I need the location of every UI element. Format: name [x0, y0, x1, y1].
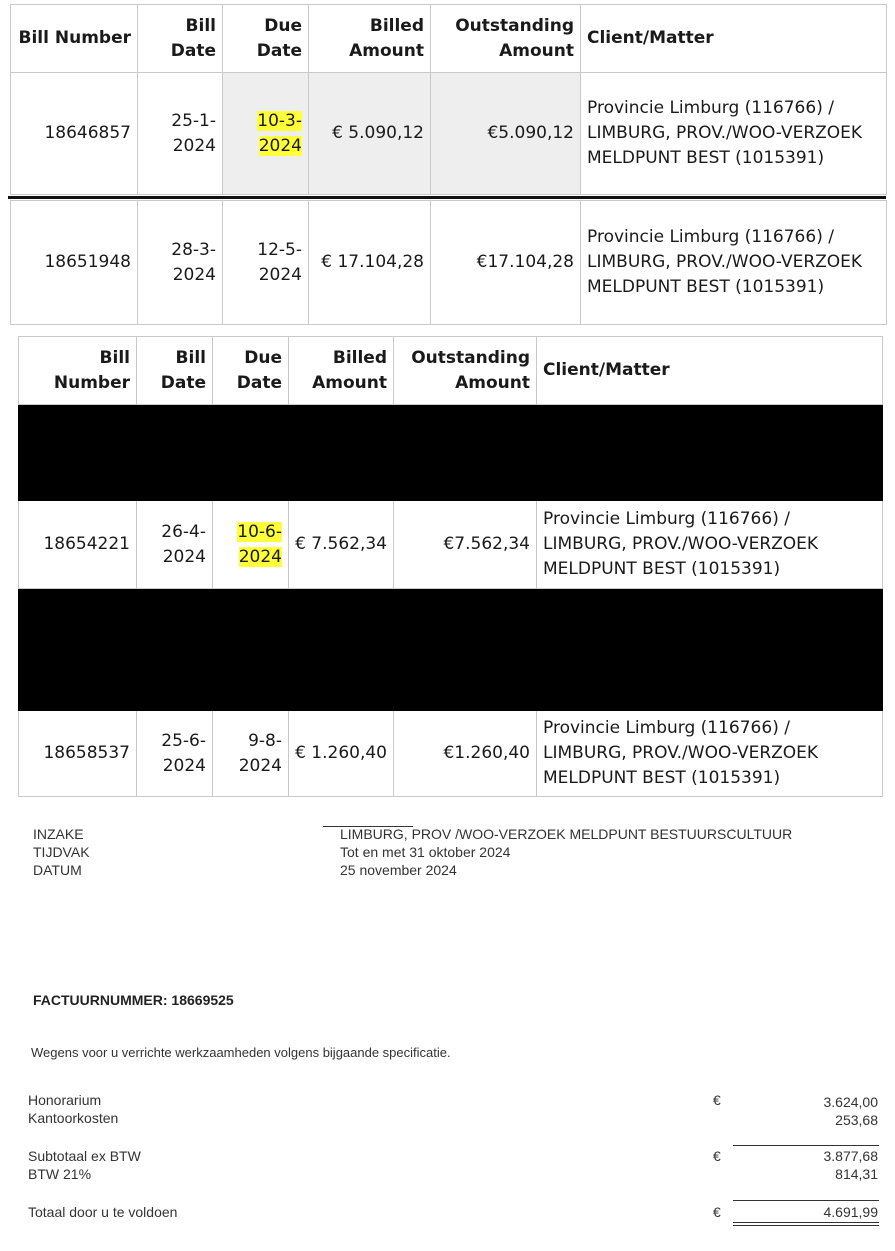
intro-text: Wegens voor u verrichte werkzaamheden volgens bijgaande specificatie.	[31, 1045, 451, 1060]
divider	[8, 196, 886, 199]
datum-label: DATUM	[33, 862, 82, 878]
header-billed-amount: Billed Amount	[309, 5, 431, 73]
btw-value: 814,31	[835, 1166, 878, 1182]
due-date-cell	[223, 73, 309, 195]
outstanding-amount: €5.090,12	[431, 73, 581, 195]
kantoorkosten-label: Kantoorkosten	[28, 1110, 119, 1126]
due-date: 9-8-2024	[213, 711, 289, 797]
redaction-block	[19, 405, 883, 501]
factuurnummer: FACTUURNUMMER: 18669525	[33, 992, 234, 1008]
bills-table-1	[10, 4, 887, 195]
totaal-value: 4.691,99	[823, 1204, 878, 1220]
subtotaal-value: 3.877,68	[823, 1148, 878, 1164]
bills-table-2	[18, 336, 883, 797]
datum-value: 25 november 2024	[340, 862, 457, 878]
due-date: 12-5-2024	[223, 201, 309, 325]
table-row	[19, 501, 883, 589]
bill-date: 28-3-2024	[138, 201, 223, 325]
header-client-matter: Client/Matter	[581, 5, 887, 73]
outstanding-amount: €1.260,40	[394, 711, 537, 797]
total-rule	[733, 1200, 879, 1201]
header-bill-number: Bill Number	[19, 337, 137, 405]
redacted-row	[19, 589, 883, 711]
honorarium-value: 3.624,00	[823, 1094, 878, 1110]
table-header-row	[19, 337, 883, 405]
outstanding-amount: €17.104,28	[431, 201, 581, 325]
currency-symbol: €	[713, 1204, 721, 1220]
due-date-highlight: 10-3-2024	[257, 110, 302, 156]
bill-number: 18654221	[19, 501, 137, 589]
header-billed-amount: Billed Amount	[289, 337, 394, 405]
header-bill-date: Bill Date	[138, 5, 223, 73]
header-bill-number: Bill Number	[11, 5, 138, 73]
header-outstanding-amount: Outstanding Amount	[394, 337, 537, 405]
billed-amount: € 7.562,34	[289, 501, 394, 589]
bill-date: 25-6-2024	[137, 711, 213, 797]
header-bill-date: Bill Date	[137, 337, 213, 405]
table-header-row	[11, 5, 887, 73]
due-date-cell	[213, 501, 289, 589]
totaal-label: Totaal door u te voldoen	[28, 1204, 178, 1220]
client-matter: Provincie Limburg (116766) / LIMBURG, PROV./WOO-VERZOEK MELDPUNT BEST (1015391)	[537, 711, 883, 797]
total-double-underline	[733, 1225, 879, 1226]
header-client-matter: Client/Matter	[537, 337, 883, 405]
tijdvak-label: TIJDVAK	[33, 844, 90, 860]
client-matter: Provincie Limburg (116766) / LIMBURG, PROV./WOO-VERZOEK MELDPUNT BEST (1015391)	[581, 201, 887, 325]
bill-date: 26-4-2024	[137, 501, 213, 589]
currency-symbol: €	[713, 1148, 721, 1164]
header-outstanding-amount: Outstanding Amount	[431, 5, 581, 73]
due-date-highlight: 10-6-2024	[237, 521, 282, 567]
tijdvak-value: Tot en met 31 oktober 2024	[340, 844, 511, 860]
client-matter: Provincie Limburg (116766) / LIMBURG, PROV./WOO-VERZOEK MELDPUNT BEST (1015391)	[537, 501, 883, 589]
bills-table-1-continued	[10, 200, 887, 325]
header-due-date: Due Date	[223, 5, 309, 73]
bill-date: 25-1-2024	[138, 73, 223, 195]
currency-symbol: €	[713, 1092, 721, 1108]
inzake-label: INZAKE	[33, 826, 84, 842]
redaction-block	[19, 589, 883, 711]
table-row	[11, 73, 887, 195]
subtotal-rule	[733, 1145, 879, 1146]
table-row	[19, 711, 883, 797]
inzake-value: LIMBURG, PROV /WOO-VERZOEK MELDPUNT BESTUURSCULTUUR	[340, 826, 793, 842]
total-underline	[733, 1222, 879, 1223]
kantoorkosten-value: 253,68	[835, 1112, 878, 1128]
header-due-date: Due Date	[213, 337, 289, 405]
client-matter: Provincie Limburg (116766) / LIMBURG, PROV./WOO-VERZOEK MELDPUNT BEST (1015391)	[581, 73, 887, 195]
billed-amount: € 5.090,12	[309, 73, 431, 195]
billed-amount: € 1.260,40	[289, 711, 394, 797]
bill-number: 18651948	[11, 201, 138, 325]
outstanding-amount: €7.562,34	[394, 501, 537, 589]
redacted-row	[19, 405, 883, 501]
honorarium-label: Honorarium	[28, 1092, 102, 1108]
bill-number: 18646857	[11, 73, 138, 195]
table-row	[11, 201, 887, 325]
btw-label: BTW 21%	[28, 1166, 92, 1182]
billed-amount: € 17.104,28	[309, 201, 431, 325]
subtotaal-label: Subtotaal ex BTW	[28, 1148, 141, 1164]
bill-number: 18658537	[19, 711, 137, 797]
